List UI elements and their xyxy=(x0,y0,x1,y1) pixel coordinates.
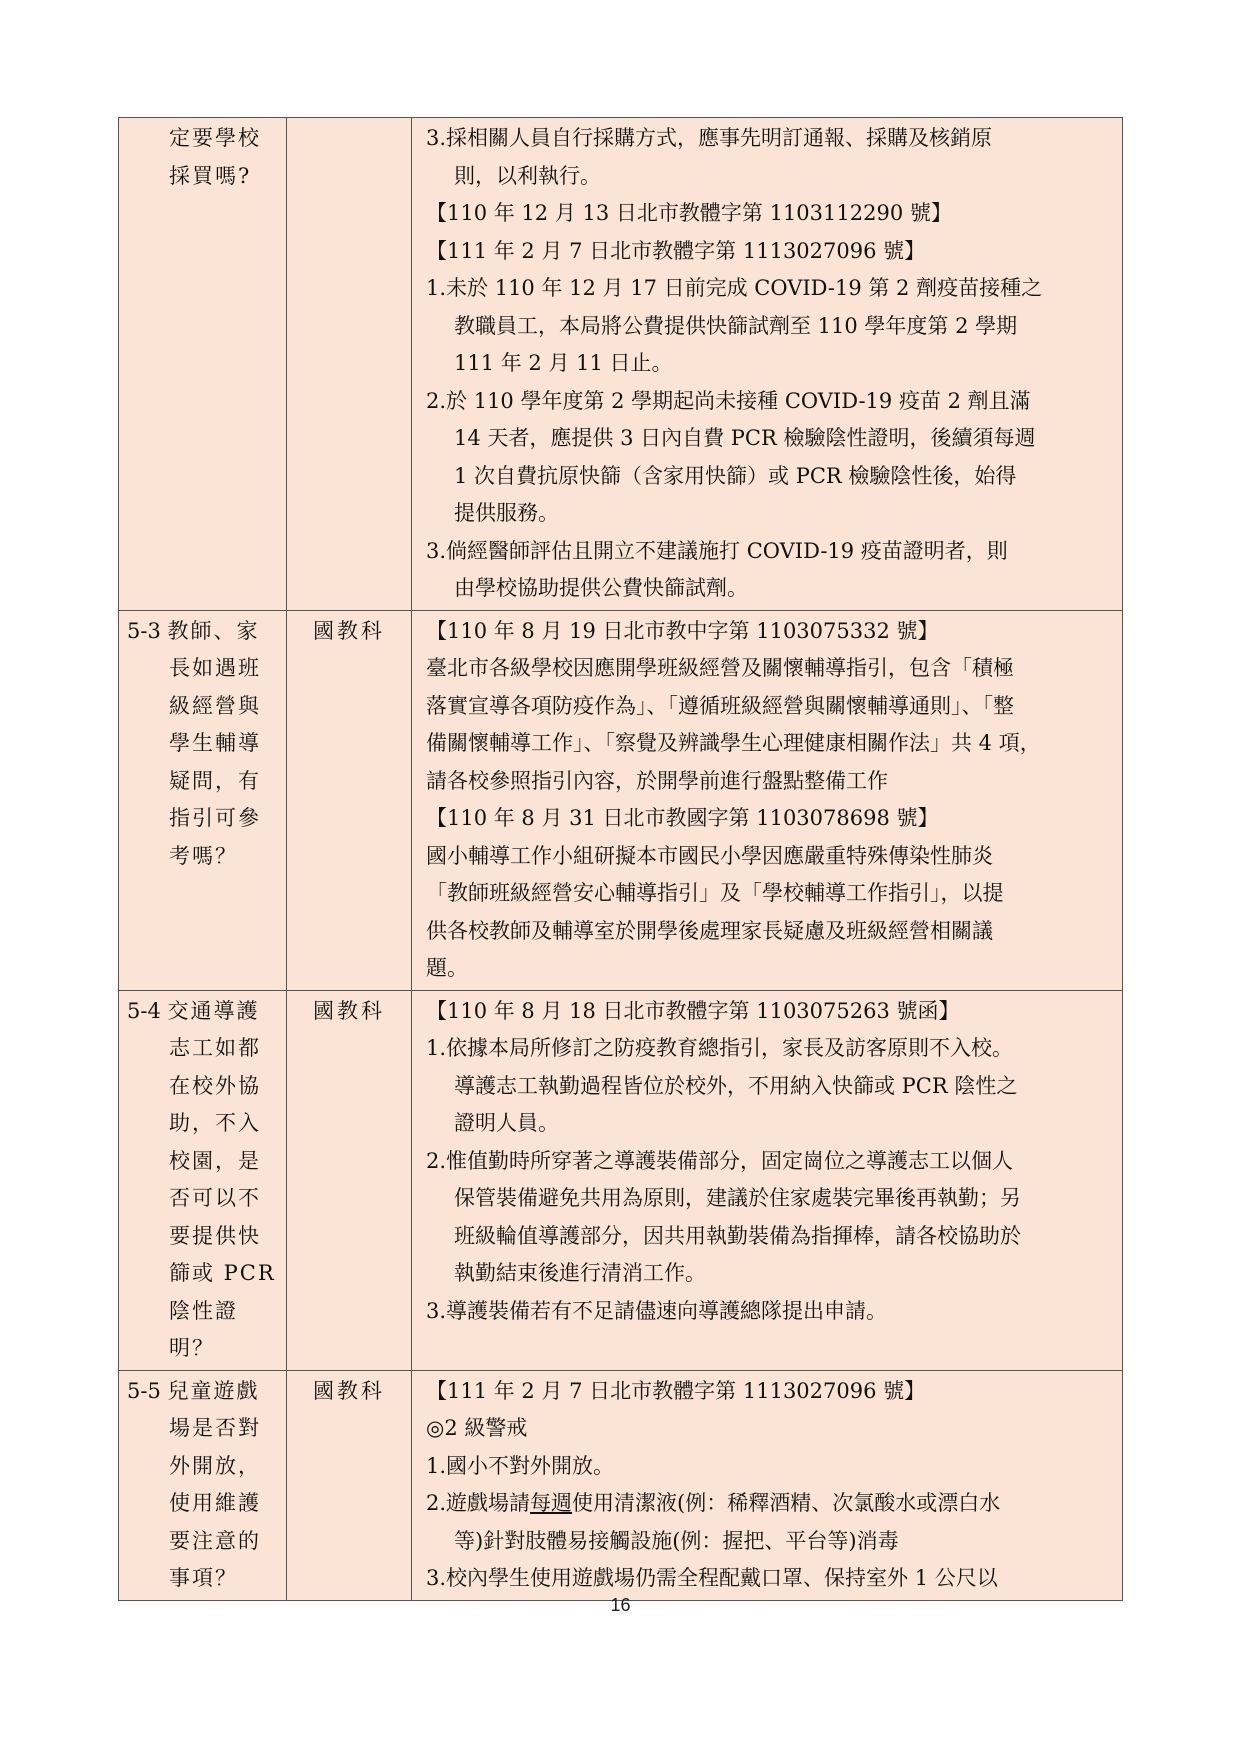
content-line: 1.依據本局所修訂之防疫教育總指引，家長及訪客原則不入校。 xyxy=(426,1036,1014,1060)
content-line: 【111 年 2 月 7 日北市教體字第 1113027096 號】 xyxy=(426,1378,926,1403)
question-line: 陰性證 xyxy=(169,1298,238,1323)
content-line: 2.於 110 學年度第 2 學期起尚未接種 COVID-19 疫苗 2 劑且滿 xyxy=(426,388,1031,413)
content-line: 供各校教師及輔導室於開學後處理家長疑慮及班級經營相關議 xyxy=(426,918,993,943)
table-row xyxy=(119,610,1123,990)
content-line: 題。 xyxy=(426,956,468,980)
question-cell xyxy=(119,610,287,990)
content-line: 2.惟值勤時所穿著之導護裝備部分，固定崗位之導護志工以個人 xyxy=(426,1148,1014,1173)
qa-table xyxy=(118,117,1123,1601)
question-line: 外開放， xyxy=(169,1453,261,1478)
question-line: 使用維護 xyxy=(169,1491,261,1515)
content-line: 【110 年 12 月 13 日北市教體字第 1103112290 號】 xyxy=(426,201,952,225)
question-first-line xyxy=(127,1373,280,1411)
question-first-line xyxy=(127,613,280,651)
content-cell xyxy=(412,990,1123,1370)
content-line: 14 天者，應提供 3 日內自費 PCR 檢驗陰性證明，後續須每週 xyxy=(454,426,1036,450)
question-line: 要提供快 xyxy=(169,1223,261,1248)
question-line: 疑問，有 xyxy=(169,768,261,793)
content-line: 3.採相關人員自行採購方式，應事先明訂通報、採購及核銷原 xyxy=(426,126,993,150)
content-line: 111 年 2 月 11 日止。 xyxy=(454,351,673,375)
question-line: 助，不入 xyxy=(169,1111,261,1135)
table-row xyxy=(119,1370,1123,1600)
question-number: 5-3 xyxy=(127,618,161,643)
content-line: 證明人員。 xyxy=(454,1111,559,1135)
content-text: 2.遊戲場請 xyxy=(426,1491,531,1515)
content-line: 由學校協助提供公費快篩試劑。 xyxy=(454,576,748,600)
content-cell xyxy=(412,118,1123,611)
department-label: 國教科 xyxy=(313,1378,385,1403)
question-line: 否可以不 xyxy=(169,1186,261,1210)
question-line: 定要學校 xyxy=(169,126,261,150)
department-cell xyxy=(287,610,412,990)
question-line: 志工如都 xyxy=(169,1036,261,1060)
content-line: 備關懷輔導工作」、「察覺及辨識學生心理健康相關作法」共 4 項， xyxy=(426,731,1041,755)
question-number: 5-5 xyxy=(127,1378,161,1403)
question-line: 校園，是 xyxy=(169,1148,261,1173)
content-line: 導護志工執勤過程皆位於校外，不用納入快篩或 PCR 陰性之 xyxy=(454,1073,1018,1098)
department-label: 國教科 xyxy=(313,998,385,1023)
content-line: 【110 年 8 月 18 日北市教體字第 1103075263 號函】 xyxy=(426,998,960,1023)
department-cell xyxy=(287,118,412,611)
table-row xyxy=(119,118,1123,611)
content-cell xyxy=(412,610,1123,990)
question-line: 長如遇班 xyxy=(169,656,261,680)
content-line: 3.校內學生使用遊戲場仍需全程配戴口罩、保持室外 1 公尺以 xyxy=(426,1566,998,1590)
content-line: 等)針對肢體易接觸設施(例：握把、平台等)消毒 xyxy=(454,1528,899,1553)
underlined-text: 每週 xyxy=(530,1491,573,1515)
department-cell xyxy=(287,990,412,1370)
content-line: 則，以利執行。 xyxy=(454,163,601,188)
question-line: 學生輔導 xyxy=(169,731,261,755)
department-cell xyxy=(287,1370,412,1600)
content-line: 【111 年 2 月 7 日北市教體字第 1113027096 號】 xyxy=(426,238,926,263)
content-line: 國小輔導工作小組研擬本市國民小學因應嚴重特殊傳染性肺炎 xyxy=(426,843,993,868)
question-first-line xyxy=(127,993,280,1031)
content-line: 提供服務。 xyxy=(454,501,559,525)
question-line: 級經營與 xyxy=(169,693,261,718)
content-text: 使用清潔液(例：稀釋酒精、次氯酸水或漂白水 xyxy=(572,1491,1001,1515)
table-row xyxy=(119,990,1123,1370)
question-line: 採買嗎? xyxy=(169,163,252,188)
content-line: 教職員工，本局將公費提供快篩試劑至 110 學年度第 2 學期 xyxy=(454,313,1018,338)
content-line: 3.導護裝備若有不足請儘速向導護總隊提出申請。 xyxy=(426,1298,888,1323)
content-line: ◎2 級警戒 xyxy=(426,1416,528,1440)
question-line: 篩或 PCR xyxy=(169,1261,276,1285)
content-line: 【110 年 8 月 19 日北市教中字第 1103075332 號】 xyxy=(426,618,939,643)
question-line: 事項？ xyxy=(169,1566,238,1590)
question-line: 要注意的 xyxy=(169,1528,261,1553)
content-line: 3.倘經醫師評估且開立不建議施打 COVID-19 疫苗證明者，則 xyxy=(426,538,1008,563)
content-line: 請各校參照指引內容，於開學前進行盤點整備工作 xyxy=(426,768,888,793)
content-line: 落實宣導各項防疫作為」、「遵循班級經營與關懷輔導通則」、「整 xyxy=(426,693,1014,718)
question-line: 場是否對 xyxy=(169,1416,261,1440)
question-cell xyxy=(119,1370,287,1600)
content-cell xyxy=(412,1370,1123,1600)
content-line: 保管裝備避免共用為原則，建議於住家處裝完畢後再執勤；另 xyxy=(454,1186,1021,1210)
content-line: 【110 年 8 月 31 日北市教國字第 1103078698 號】 xyxy=(426,806,939,830)
content-line: 執勤結束後進行清消工作。 xyxy=(454,1261,706,1285)
content-line: 1.國小不對外開放。 xyxy=(426,1453,615,1478)
question-cell xyxy=(119,118,287,611)
question-line: 教師、家 xyxy=(167,618,260,643)
question-number: 5-4 xyxy=(127,998,161,1023)
question-line: 指引可參 xyxy=(169,806,261,830)
page-number: 16 xyxy=(610,1595,631,1615)
content-line xyxy=(426,1485,1110,1523)
content-line: 班級輪值導護部分，因共用執勤裝備為指揮棒，請各校協助於 xyxy=(454,1223,1021,1248)
content-line: 「教師班級經營安心輔導指引」及「學校輔導工作指引」，以提 xyxy=(426,881,1004,905)
question-line: 明？ xyxy=(169,1336,215,1360)
department-label: 國教科 xyxy=(313,618,385,643)
question-line: 考嗎？ xyxy=(169,843,238,868)
content-line: 1.未於 110 年 12 月 17 日前完成 COVID-19 第 2 劑疫苗接種之 xyxy=(426,276,1043,300)
content-line: 臺北市各級學校因應開學班級經營及關懷輔導指引，包含「積極 xyxy=(426,656,1014,680)
question-line: 在校外協 xyxy=(169,1073,261,1098)
content-line: 1 次自費抗原快篩（含家用快篩）或 PCR 檢驗陰性後，始得 xyxy=(454,463,1017,488)
question-line: 兒童遊戲 xyxy=(167,1378,260,1403)
question-line: 交通導護 xyxy=(167,998,260,1023)
question-cell xyxy=(119,990,287,1370)
